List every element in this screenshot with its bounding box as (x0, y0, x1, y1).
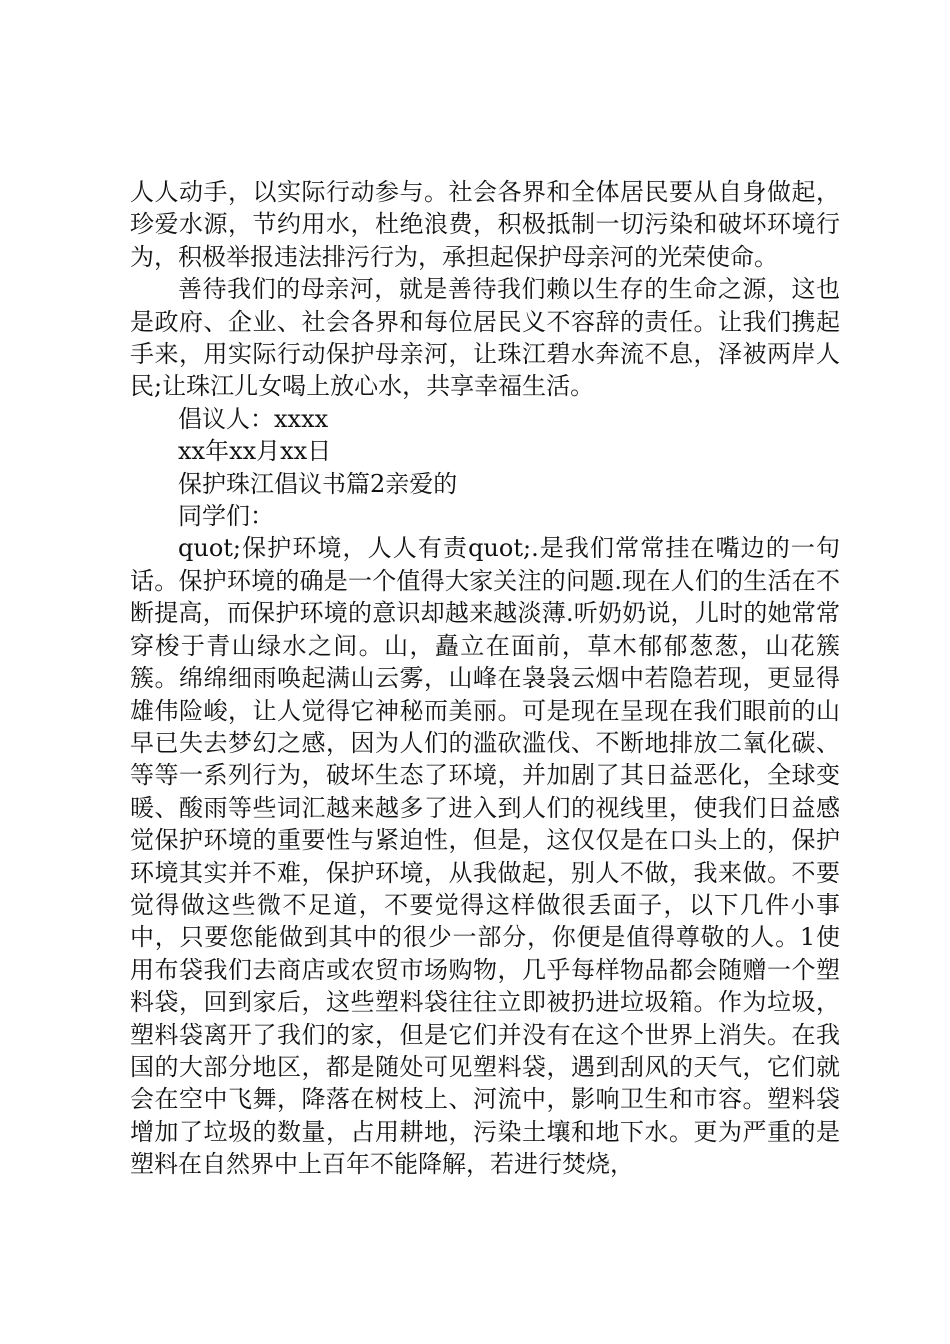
document-body (130, 176, 840, 1181)
section-heading: 保护珠江倡议书篇2亲爱的 (178, 469, 458, 498)
proposer-line: 倡议人：xxxx (178, 404, 329, 433)
paragraph-2: 善待我们的母亲河，就是善待我们赖以生存的生命之源，这也是政府、企业、社会各界和每位居民义不容辞的责任。让我们携起手来，用实际行动保护母亲河，让珠江碧水奔流不息，泽被两岸人民;让珠江儿女喝上放心水，共享幸福生活。 (130, 275, 840, 401)
greeting-line: 同学们： (178, 502, 274, 531)
paragraph-1: 人人动手，以实际行动参与。社会各界和全体居民要从自身做起，珍爱水源，节约用水，杜绝浪费，积极抵制一切污染和破坏环境行为，积极举报违法排污行为，承担起保护母亲河的光荣使命。 (130, 178, 840, 271)
paragraph-main: quot;保护环境，人人有责quot;.是我们常常挂在嘴边的一句话。保护环境的确是一个值得大家关注的问题.现在人们的生活在不断提高，而保护环境的意识却越来越淡薄.听奶奶说，儿时的她常常穿梭于青山绿水之间。山，矗立在面前，草木郁郁葱葱，山花簇簇。绵绵细雨唤起满山云雾，山峰在袅袅云烟中若隐若现，更显得雄伟险峻，让人觉得它神秘而美丽。可是现在呈现在我们眼前的山早已失去梦幻之感，因为人们的滥砍滥伐、不断地排放二氧化碳、等等一系列行为，破坏生态了环境，并加剧了其日益恶化，全球变暖、酸雨等些词汇越来越多了进入到人们的视线里，使我们日益感觉保护环境的重要性与紧迫性，但是，这仅仅是在口头上的，保护环境其实并不难，保护环境，从我做起，别人不做，我来做。不要觉得做这些微不足道，不要觉得这样做很丢面子，以下几件小事中，只要您能做到其中的很少一部分，你便是值得尊敬的人。1使用布袋我们去商店或农贸市场购物，几乎每样物品都会随赠一个塑料袋，回到家后，这些塑料袋往往立即被扔进垃圾箱。作为垃圾，塑料袋离开了我们的家，但是它们并没有在这个世界上消失。在我国的大部分地区，都是随处可见塑料袋，遇到刮风的天气，它们就会在空中飞舞，降落在树枝上、河流中，影响卫生和市容。塑料袋增加了垃圾的数量，占用耕地，污染土壤和地下水。更为严重的是塑料在自然界中上百年不能降解，若进行焚烧， (130, 534, 840, 1179)
date-line: xx年xx月xx日 (178, 437, 332, 466)
